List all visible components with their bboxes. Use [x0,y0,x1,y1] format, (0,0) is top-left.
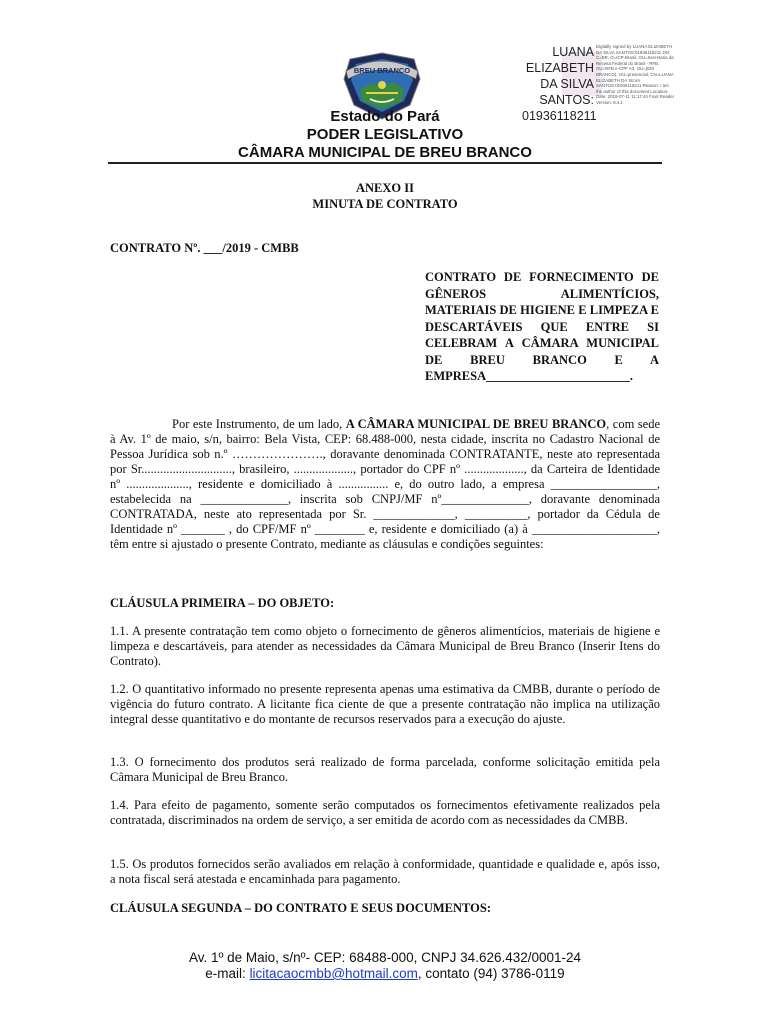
signature-details: Digitally signed by LUANA ELIZABETH DA SILVA SANTOS:01936118211 DN: C=BR, O=ICP-Brasil, OU=Secretaria da Receita Federal do Brasil - RFB, OU=RFB e-CPF A3, OU=(EM BRANCO), OU=presencial, CN=LUANA ELIZABETH DA SILVA SANTOS:01936118211 Reason: I am the author of this document Location: Date: 2019-07-11 11:17:44 Foxit Reader Version: 9.4.1 [596,44,675,105]
signature-name-line: LUANA [552,45,594,59]
footer-contact [0,966,770,982]
footer-phone: , contato (94) 3786-0119 [417,966,565,981]
footer-address: Av. 1º de Maio, s/nº- CEP: 68488-000, CNPJ 34.626.432/0001-24 [188,950,582,965]
signature-name-line: ELIZABETH [525,61,594,75]
signature-name-line: DA SILVA [540,77,594,91]
header-chamber: CÂMARA MUNICIPAL DE BREU BRANCO [238,144,532,161]
signature-name-line: 01936118211 [522,109,597,123]
intro-rest: , com sede à Av. 1º de maio, s/n, bairro: Bela Vista, CEP: 68.488-000, nesta cidade, inscrita no Cadastro Nacional de Pessoa Jurídica sob n.º …………………., doravante denominada CONTRATANTE, neste ato representada por Sr............................., brasileiro, ..................., portador do CPF nº ..................., da Carteira de Identidade nº ...................., residente e domiciliado à ................ e, do outro lado, a empresa _________________, estabelecida na ______________, inscrita sob CNPJ/MF nº______________, doravante denominada CONTRATADA, neste ato representada por Sr. _____________, __________, portador da Cédula de Identidade nº _______ , do CPF/MF nº ________ e, residente e domiciliado (a) à ____________________, têm entre si ajustado o presente Contrato, mediante as cláusulas e condições seguintes: [110,417,661,551]
footer-email-link[interactable]: licitacaocmbb@hotmail.com [249,966,418,981]
signature-name-line: SANTOS: [539,93,594,107]
contract-summary: CONTRATO DE FORNECIMENTO DE GÊNEROS ALIMENTÍCIOS, MATERIAIS DE HIGIENE E LIMPEZA E DESCARTÁVEIS QUE ENTRE SI CELEBRAM A CÂMARA MUNICIPAL DE BREU BRANCO E A EMPRESA_______________________. [425,270,659,383]
contract-number: CONTRATO Nº. ___/2019 - CMBB [110,241,299,255]
intro-paragraph [110,417,660,552]
intro-prefix: Por este Instrumento, de um lado, [172,417,346,431]
clause1-item: 1.5. Os produtos fornecidos serão avaliados em relação à conformidade, quantidade e qualidade e, após isso, a nota fiscal será atestada e encaminhada para pagamento. [110,857,660,886]
clause1-item: 1.3. O fornecimento dos produtos será realizado de forma parcelada, conforme solicitação emitida pela Câmara Municipal de Breu Branco. [110,755,660,784]
svg-text:BREU BRANCO: BREU BRANCO [353,66,411,75]
clause1-title: CLÁUSULA PRIMEIRA – DO OBJETO: [110,596,335,610]
annex-subtitle: MINUTA DE CONTRATO [312,197,458,211]
header-state: Estado do Pará [330,108,440,125]
annex-title: ANEXO II [356,181,414,195]
clause2-title: CLÁUSULA SEGUNDA – DO CONTRATO E SEUS DOCUMENTOS: [110,901,491,915]
clause1-item: 1.2. O quantitativo informado no presente representa apenas uma estimativa da CMBB, durante o período de vigência do futuro contrato. A licitante fica ciente de que a presente contratação não implica na utilização integral desse quantitativo e do montante de recursos reservados para a execução do ajuste. [110,682,660,726]
header-divider [108,162,662,164]
header-power: PODER LEGISLATIVO [306,126,464,143]
clause1-item: 1.4. Para efeito de pagamento, somente serão computados os fornecimentos efetivamente realizados pela contratada, discriminados na ordem de serviço, a ser emitida de acordo com as necessidades da CMBB. [110,798,660,827]
clause1-item: 1.1. A presente contratação tem como objeto o fornecimento de gêneros alimentícios, materiais de higiene e limpeza e descartáveis, para atender as necessidades da Câmara Municipal de Breu Branco (Inserir Itens do Contrato). [110,624,660,668]
intro-party-name: A CÂMARA MUNICIPAL DE BREU BRANCO [345,417,607,431]
footer-email-label: e-mail: [205,966,250,981]
